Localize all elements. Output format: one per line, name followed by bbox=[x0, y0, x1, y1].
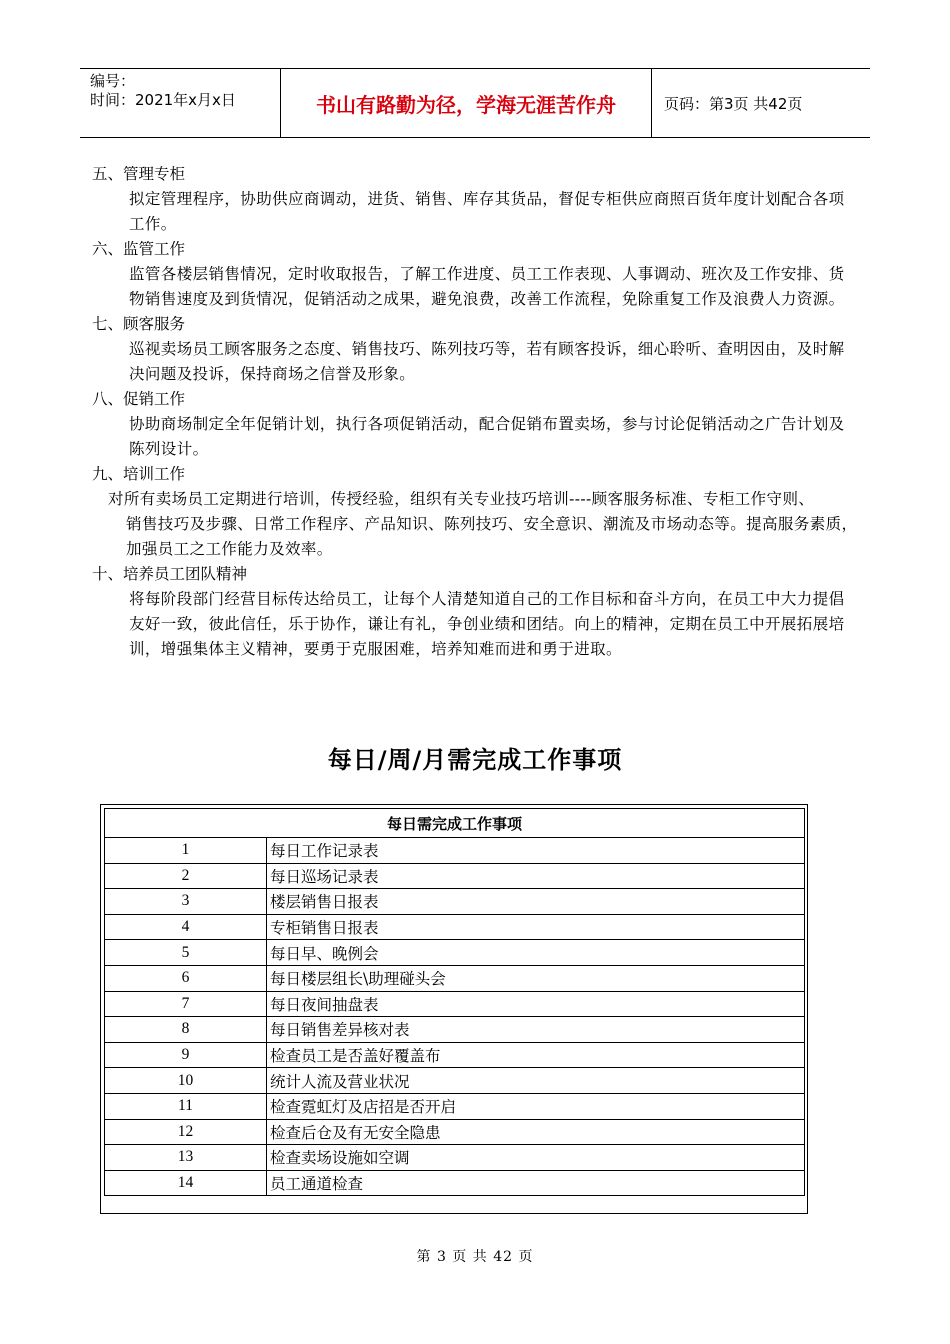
tasks-title: 每日/周/月需完成工作事项 bbox=[327, 746, 623, 774]
row-number: 13 bbox=[105, 1145, 267, 1171]
document-body bbox=[92, 162, 872, 662]
row-number: 5 bbox=[105, 940, 267, 966]
table-row bbox=[105, 991, 805, 1017]
row-task: 专柜销售日报表 bbox=[267, 914, 805, 940]
section-paragraph: 监管各楼层销售情况，定时收取报告，了解工作进度、员工工作表现、人事调动、班次及工作安排、货物销售速度及到货情况，促销活动之成果，避免浪费，改善工作流程，免除重复工作及浪费人力资源。 bbox=[129, 265, 845, 308]
table-row bbox=[105, 1170, 805, 1196]
row-task: 每日销售差异核对表 bbox=[267, 1017, 805, 1043]
row-task: 每日早、晚例会 bbox=[267, 940, 805, 966]
row-task: 每日工作记录表 bbox=[267, 838, 805, 864]
header-motto: 书山有路勤为径，学海无涯苦作舟 bbox=[280, 69, 652, 137]
table-row bbox=[105, 838, 805, 864]
row-task: 每日夜间抽盘表 bbox=[267, 991, 805, 1017]
row-number: 10 bbox=[105, 1068, 267, 1094]
row-task: 员工通道检查 bbox=[267, 1170, 805, 1196]
header-page-info: 页码：第3页 共42页 bbox=[664, 94, 803, 113]
table-row bbox=[105, 889, 805, 915]
table-header: 每日需完成工作事项 bbox=[105, 809, 805, 838]
document-number-label: 编号： bbox=[90, 72, 136, 90]
table-row bbox=[105, 1068, 805, 1094]
section-heading: 五、管理专柜 bbox=[92, 165, 186, 183]
table-row bbox=[105, 965, 805, 991]
table-row bbox=[105, 1042, 805, 1068]
table-row bbox=[105, 863, 805, 889]
row-task: 每日楼层组长\助理碰头会 bbox=[267, 965, 805, 991]
row-task: 统计人流及营业状况 bbox=[267, 1068, 805, 1094]
section-paragraph: 拟定管理程序，协助供应商调动，进货、销售、库存其货品，督促专柜供应商照百货年度计划配合各项工作。 bbox=[129, 190, 845, 233]
row-number: 8 bbox=[105, 1017, 267, 1043]
row-number: 3 bbox=[105, 889, 267, 915]
table-row bbox=[105, 1145, 805, 1171]
row-task: 检查员工是否盖好覆盖布 bbox=[267, 1042, 805, 1068]
paragraph-line: 对所有卖场员工定期进行培训，传授经验，组织有关专业技巧培训----顾客服务标准、专柜工作守则、 bbox=[108, 490, 815, 508]
document-time-label: 时间：2021年x月x日 bbox=[90, 91, 236, 109]
table-row bbox=[105, 1093, 805, 1119]
section-heading: 六、监管工作 bbox=[92, 240, 186, 258]
header-meta bbox=[80, 69, 280, 137]
row-number: 4 bbox=[105, 914, 267, 940]
paragraph-line: 销售技巧及步骤、日常工作程序、产品知识、陈列技巧、安全意识、潮流及市场动态等。提高服务素质，加强员工之工作能力及效率。 bbox=[126, 515, 858, 558]
row-task: 检查卖场设施如空调 bbox=[267, 1145, 805, 1171]
section-heading: 九、培训工作 bbox=[92, 465, 186, 483]
page-footer: 第 3 页 共 42 页 bbox=[416, 1249, 534, 1265]
row-number: 14 bbox=[105, 1170, 267, 1196]
section-paragraph: 将每阶段部门经营目标传达给员工，让每个人清楚知道自己的工作目标和奋斗方向，在员工中大力提倡友好一致，彼此信任，乐于协作，谦让有礼，争创业绩和团结。向上的精神，定期在员工中开展拓展培训，增强集体主义精神，要勇于克服困难，培养知难而进和勇于进取。 bbox=[129, 590, 845, 658]
row-task: 每日巡场记录表 bbox=[267, 863, 805, 889]
row-task: 检查霓虹灯及店招是否开启 bbox=[267, 1093, 805, 1119]
row-number: 7 bbox=[105, 991, 267, 1017]
row-number: 1 bbox=[105, 838, 267, 864]
daily-tasks-table bbox=[104, 808, 805, 1196]
section-heading: 七、顾客服务 bbox=[92, 315, 186, 333]
table-row bbox=[105, 1119, 805, 1145]
row-number: 6 bbox=[105, 965, 267, 991]
section-heading: 十、培养员工团队精神 bbox=[92, 565, 248, 583]
row-number: 12 bbox=[105, 1119, 267, 1145]
row-number: 11 bbox=[105, 1093, 267, 1119]
section-heading: 八、促销工作 bbox=[92, 390, 186, 408]
table-row bbox=[105, 1017, 805, 1043]
section-paragraph: 巡视卖场员工顾客服务之态度、销售技巧、陈列技巧等，若有顾客投诉，细心聆听、查明因由，及时解决问题及投诉，保持商场之信誉及形象。 bbox=[129, 340, 845, 383]
section-paragraph: 协助商场制定全年促销计划，执行各项促销活动，配合促销布置卖场，参与讨论促销活动之广告计划及陈列设计。 bbox=[129, 415, 845, 458]
table-row bbox=[105, 940, 805, 966]
section-paragraph bbox=[108, 487, 862, 562]
table-row bbox=[105, 914, 805, 940]
row-task: 检查后仓及有无安全隐患 bbox=[267, 1119, 805, 1145]
row-number: 9 bbox=[105, 1042, 267, 1068]
row-task: 楼层销售日报表 bbox=[267, 889, 805, 915]
page-header bbox=[80, 68, 870, 138]
row-number: 2 bbox=[105, 863, 267, 889]
